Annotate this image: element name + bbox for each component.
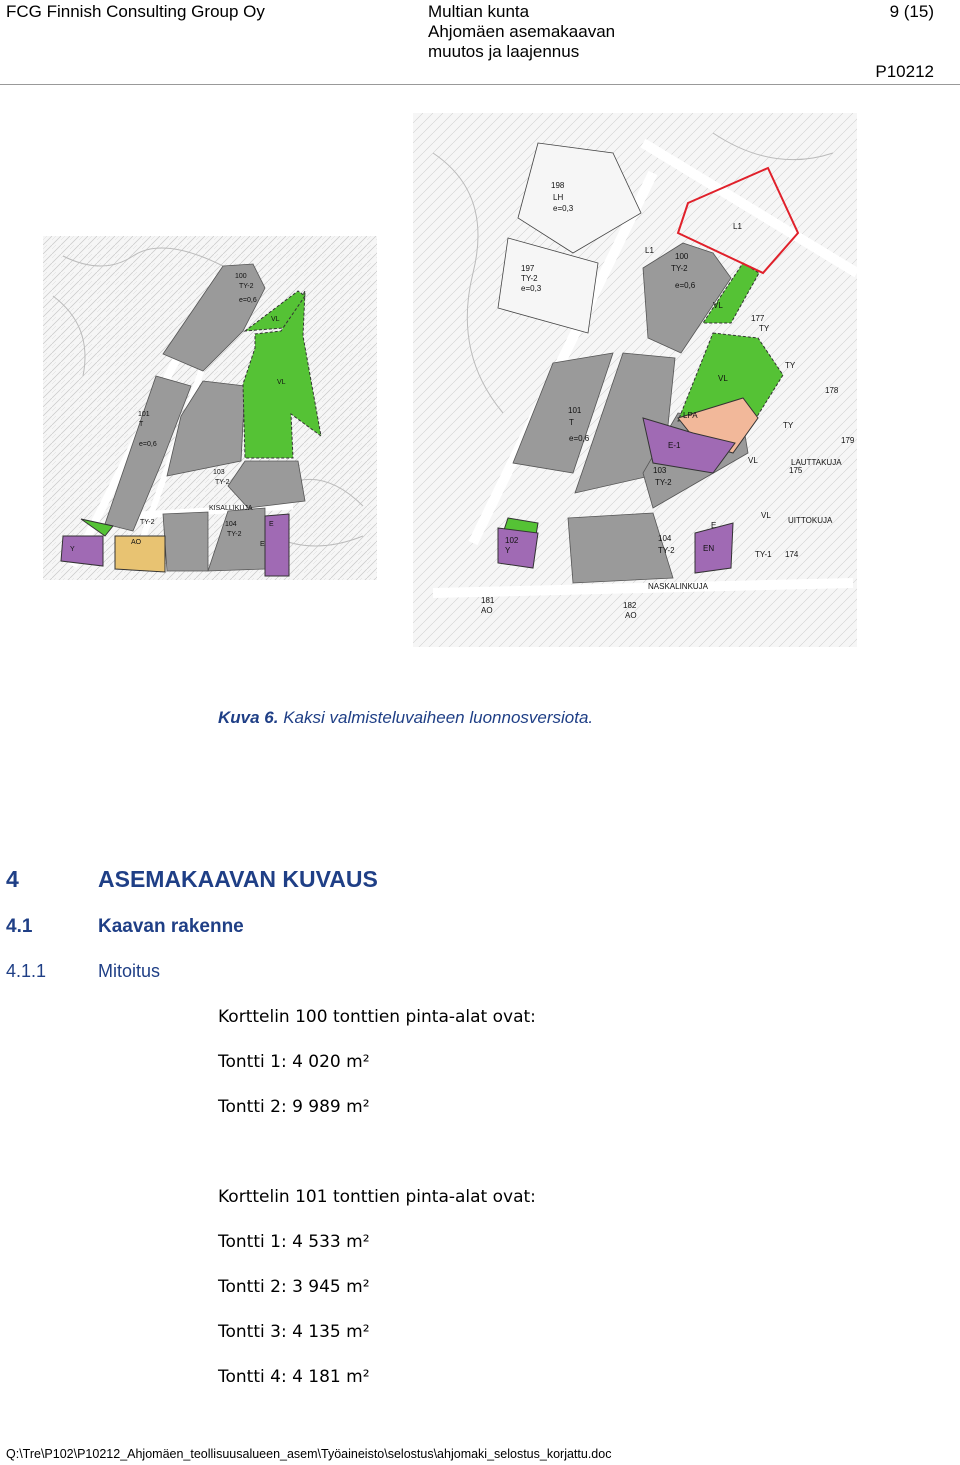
svg-text:179: 179 xyxy=(841,436,855,445)
svg-text:TY: TY xyxy=(785,361,796,370)
heading-3-number: 4.1.1 xyxy=(6,961,47,981)
svg-text:TY-2: TY-2 xyxy=(655,478,672,487)
svg-text:Y: Y xyxy=(505,546,511,555)
svg-text:KISALLIKUJA: KISALLIKUJA xyxy=(209,505,253,512)
block-101-lot-2: Tontti 2: 3 945 m² xyxy=(218,1277,370,1297)
svg-text:177: 177 xyxy=(751,314,765,323)
svg-text:E: E xyxy=(269,521,274,528)
block-100-lot-2: Tontti 2: 9 989 m² xyxy=(218,1097,370,1117)
svg-text:LH: LH xyxy=(553,193,564,202)
svg-text:AO: AO xyxy=(625,611,637,620)
figure-caption xyxy=(218,708,593,728)
svg-text:L1: L1 xyxy=(733,222,742,231)
figure-caption-text: Kaksi valmisteluvaiheen luonnosversiota. xyxy=(278,708,594,727)
figure-caption-label: Kuva 6. xyxy=(218,708,279,727)
block-100-lot-1: Tontti 1: 4 020 m² xyxy=(218,1052,370,1072)
svg-text:Y: Y xyxy=(70,546,75,553)
heading-3-text: Mitoitus xyxy=(98,961,161,981)
svg-text:181: 181 xyxy=(481,596,495,605)
svg-text:TY-2: TY-2 xyxy=(215,479,230,486)
heading-2 xyxy=(6,916,244,938)
block-101-lot-4: Tontti 4: 4 181 m² xyxy=(218,1367,370,1387)
header-client: Multian kunta xyxy=(428,2,530,21)
svg-text:103: 103 xyxy=(213,469,225,476)
block-101-title: Korttelin 101 tonttien pinta-alat ovat: xyxy=(218,1187,536,1207)
svg-text:TY-2: TY-2 xyxy=(227,531,242,538)
svg-text:TY-2: TY-2 xyxy=(140,519,155,526)
plan-map-version-2 xyxy=(413,113,857,647)
svg-text:EN: EN xyxy=(703,544,715,553)
svg-text:175: 175 xyxy=(789,466,803,475)
svg-text:101: 101 xyxy=(138,411,150,418)
svg-text:VL: VL xyxy=(761,511,771,520)
svg-text:E-1: E-1 xyxy=(668,441,681,450)
svg-text:103: 103 xyxy=(653,466,667,475)
heading-1-number: 4 xyxy=(6,866,19,892)
svg-text:e=0,6: e=0,6 xyxy=(139,441,157,448)
svg-text:E: E xyxy=(711,521,717,530)
svg-text:100: 100 xyxy=(235,273,247,280)
header-project-code: P10212 xyxy=(875,62,934,81)
svg-text:101: 101 xyxy=(568,406,582,415)
svg-text:e=0,3: e=0,3 xyxy=(553,204,574,213)
header-plan-line2: muutos ja laajennus xyxy=(428,42,580,61)
header-plan-line1: Ahjomäen asemakaavan xyxy=(428,22,616,41)
svg-text:L1: L1 xyxy=(645,246,654,255)
svg-text:104: 104 xyxy=(225,521,237,528)
svg-text:e=0,6: e=0,6 xyxy=(239,297,257,304)
svg-text:102: 102 xyxy=(505,536,519,545)
svg-text:TY-2: TY-2 xyxy=(671,264,688,273)
svg-text:TY-1: TY-1 xyxy=(755,550,772,559)
svg-text:E: E xyxy=(260,541,265,548)
svg-text:VL: VL xyxy=(271,316,280,323)
svg-text:LPA: LPA xyxy=(683,411,698,420)
block-101-lot-3: Tontti 3: 4 135 m² xyxy=(218,1322,370,1342)
heading-2-number: 4.1 xyxy=(6,916,33,937)
svg-text:AO: AO xyxy=(131,539,142,546)
svg-text:T: T xyxy=(569,418,574,427)
svg-text:TY-2: TY-2 xyxy=(521,274,538,283)
svg-text:VL: VL xyxy=(748,456,758,465)
svg-text:e=0,3: e=0,3 xyxy=(521,284,542,293)
svg-text:AO: AO xyxy=(481,606,493,615)
svg-text:VL: VL xyxy=(718,374,728,383)
heading-3 xyxy=(6,961,160,982)
header-divider xyxy=(0,84,960,85)
svg-text:VL: VL xyxy=(277,379,286,386)
svg-text:e=0,6: e=0,6 xyxy=(675,281,696,290)
svg-text:TY-2: TY-2 xyxy=(658,546,675,555)
block-101-lot-1: Tontti 1: 4 533 m² xyxy=(218,1232,370,1252)
svg-text:TY-2: TY-2 xyxy=(239,283,254,290)
svg-text:174: 174 xyxy=(785,550,799,559)
block-100-title: Korttelin 100 tonttien pinta-alat ovat: xyxy=(218,1007,536,1027)
svg-text:178: 178 xyxy=(825,386,839,395)
svg-text:T: T xyxy=(139,421,144,428)
svg-text:104: 104 xyxy=(658,534,672,543)
svg-text:100: 100 xyxy=(675,252,689,261)
heading-2-text: Kaavan rakenne xyxy=(98,916,244,937)
svg-text:NASKALINKUJA: NASKALINKUJA xyxy=(648,582,709,591)
heading-1-text: ASEMAKAAVAN KUVAUS xyxy=(98,866,378,892)
svg-text:VL: VL xyxy=(713,301,723,310)
svg-text:TY: TY xyxy=(783,421,794,430)
svg-text:e=0,6: e=0,6 xyxy=(569,434,590,443)
header-page-number: 9 (15) xyxy=(889,2,934,21)
plan-map-version-1 xyxy=(43,236,377,580)
footer-file-path: Q:\Tre\P102\P10212_Ahjomäen_teollisuusalueen_asem\Työaineisto\selostus\ahjomaki_selostus_korjattu.doc xyxy=(6,1447,612,1461)
heading-1 xyxy=(6,866,378,893)
svg-text:TY: TY xyxy=(759,324,770,333)
svg-text:LAUTTAKUJA: LAUTTAKUJA xyxy=(791,458,842,467)
svg-text:182: 182 xyxy=(623,601,637,610)
header-company: FCG Finnish Consulting Group Oy xyxy=(6,2,265,21)
svg-text:198: 198 xyxy=(551,181,565,190)
svg-text:197: 197 xyxy=(521,264,535,273)
svg-text:UITTOKUJA: UITTOKUJA xyxy=(788,516,833,525)
